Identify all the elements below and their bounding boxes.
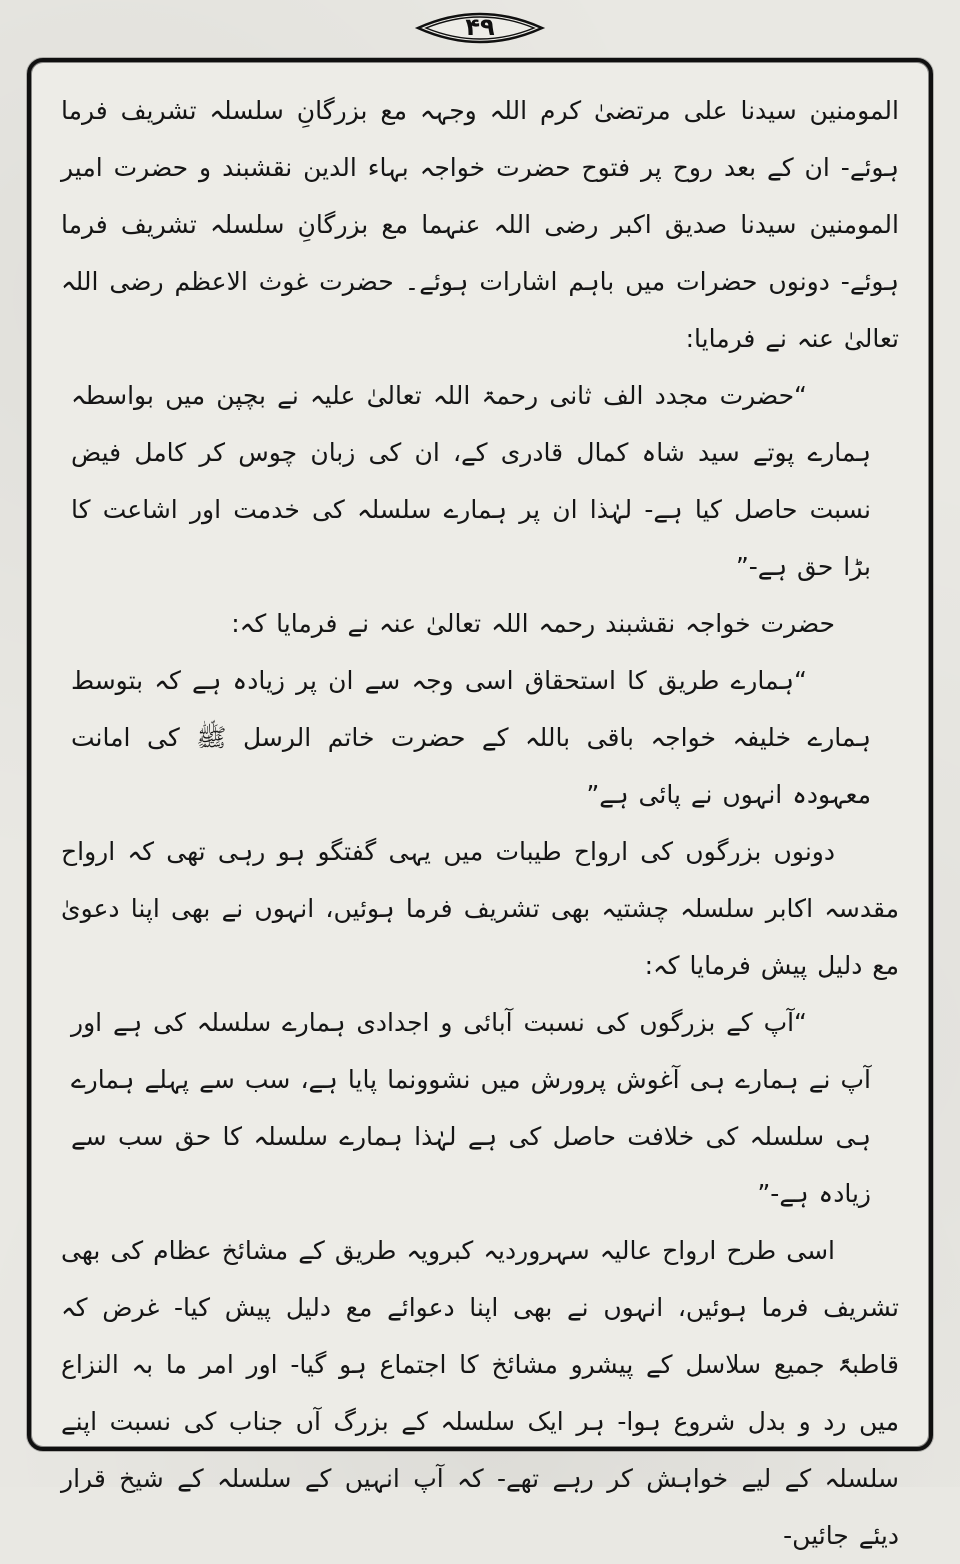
quote-paragraph-chishti-claim: “آپ کے بزرگوں کی نسبت آبائی و اجدادی ہمارے سلسلہ کی ہے اور آپ نے ہمارے ہی آغوش پرورش میں نشوونما پایا ہے، سب سے پہلے ہمارے ہی سلسلہ کی خلافت حاصل کی ہے لہٰذا ہمارے سلسلہ کا حق سب سے زیادہ ہے-” bbox=[71, 1008, 871, 1208]
paragraph-conclusion: اسی طرح ارواح عالیہ سہروردیہ کبرویہ طریق کے مشائخ عظام کی بھی تشریف فرما ہوئیں، انہوں نے بھی اپنا دعوائے مع دلیل پیش کیا- غرض کہ قاطبۃً جمیع سلاسل کے پیشرو مشائخ کا اجتماع ہو گیا- اور امر ما بہ النزاع میں رد و بدل شروع ہوا- ہر ایک سلسلہ کے بزرگ آں جناب کی نسبت اپنے سلسلہ کے لیے خواہش کر رہے تھے- کہ آپ انہیں کے سلسلہ کے شیخ قرار دیئے جائیں- bbox=[61, 1236, 899, 1550]
page-number: ۴۹ bbox=[465, 13, 495, 41]
quote-paragraph-mujaddid: “حضرت مجدد الف ثانی رحمۃ اللہ تعالیٰ علیہ نے بچپن میں بواسطہ ہمارے پوتے سید شاہ کمال قادری کے، ان کی زبان چوس کر کامل فیض نسبت حاصل کیا ہے- لہٰذا ان پر ہمارے سلسلہ کی خدمت اور اشاعت کا بڑا حق ہے-” bbox=[71, 381, 871, 581]
paragraph-intro: المومنین سیدنا علی مرتضیٰ کرم اللہ وجہہ مع بزرگانِ سلسلہ تشریف فرما ہوئے- ان کے بعد روح پر فتوح حضرت خواجہ بہاء الدین نقشبند و حضرت امیر المومنین سیدنا صدیق اکبر رضی اللہ عنہما مع بزرگانِ سلسلہ تشریف فرما ہوئے- دونوں حضرات میں باہم اشارات ہوئے۔ حضرت غوث الاعظم رضی اللہ تعالیٰ عنہ نے فرمایا: bbox=[61, 96, 899, 353]
content-frame bbox=[27, 58, 933, 1550]
paragraph-chishti-arrival: دونوں بزرگوں کی ارواح طیبات میں یہی گفتگو ہو رہی تھی کہ ارواح مقدسہ اکابر سلسلہ چشتیہ بھی تشریف فرما ہوئیں، انہوں نے بھی اپنا دعویٰ مع دلیل پیش فرمایا کہ: bbox=[61, 837, 899, 980]
page-number-cartouche bbox=[414, 6, 546, 50]
text-block bbox=[61, 82, 899, 1564]
quote-paragraph-naqshbandi-claim: “ہمارے طریق کا استحقاق اسی وجہ سے ان پر زیادہ ہے کہ بتوسط ہمارے خلیفہ خواجہ باقی باللہ کے حضرت خاتم الرسل ﷺ کی امانت معہودہ انہوں نے پائی ہے” bbox=[71, 666, 871, 809]
paragraph-khwaja-naqshband-said: حضرت خواجہ نقشبند رحمہ اللہ تعالیٰ عنہ نے فرمایا کہ: bbox=[231, 609, 835, 638]
